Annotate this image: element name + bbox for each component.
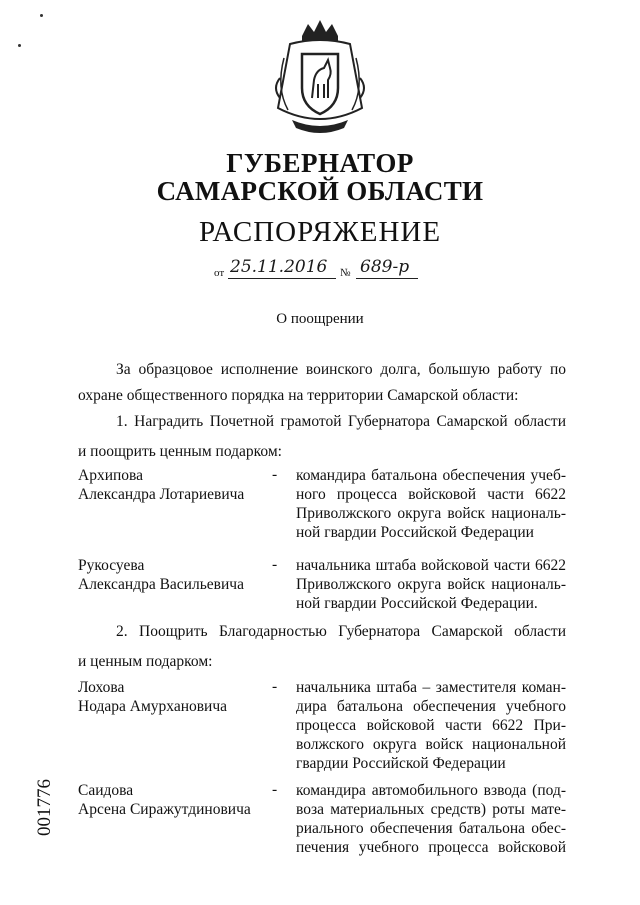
entry-description [296, 678, 566, 773]
section2-line2: и ценным подарком: [78, 653, 213, 670]
section1-line1: 1. Наградить Почетной грамотой Губернатора Самарской области [116, 413, 566, 430]
entry-surname: Архипова [78, 467, 144, 484]
number-underline [356, 278, 418, 279]
intro-line2: охране общественного порядка на территории Самарской области: [78, 387, 519, 404]
coat-of-arms-icon [270, 18, 370, 138]
desc-line: воза материальных средств) роты мате- [296, 801, 566, 818]
desc-line: начальника штаба войсковой части 6622 [296, 557, 566, 574]
intro-line1: За образцовое исполнение воинского долга, большую работу по [116, 361, 566, 378]
stamp-number [28, 768, 58, 838]
desc-line: процесса войсковой части 6622 При- [296, 717, 566, 734]
entry-dash: - [272, 781, 278, 798]
entry-dash: - [272, 678, 278, 695]
scan-dot [40, 14, 43, 17]
desc-line: начальника штаба – заместителя коман- [296, 679, 566, 696]
entry-given-name: Арсена Сиражутдиновича [78, 801, 251, 818]
section2-line1: 2. Поощрить Благодарностью Губернатора Самарской области [116, 623, 566, 640]
section1-line2: и поощрить ценным подарком: [78, 443, 282, 460]
entry-surname: Рукосуева [78, 557, 145, 574]
desc-line: Приволжского округа войск националь- [296, 505, 566, 522]
scan-dot [18, 44, 21, 47]
date-underline [228, 278, 336, 279]
entry-surname: Саидова [78, 782, 134, 799]
date-value: 25.11.2016 [230, 257, 328, 277]
date-number-line [210, 258, 430, 284]
entry-given-name: Нодара Амурхановича [78, 698, 228, 715]
entry-description [296, 556, 566, 613]
desc-line: гвардии Российской Федерации [296, 755, 506, 772]
entry-description [296, 781, 566, 857]
number-value: 689-р [360, 257, 410, 277]
entry-given-name: Александра Васильевича [78, 576, 244, 593]
number-prefix: № [340, 267, 351, 279]
entry-dash: - [272, 466, 278, 483]
date-prefix: от [214, 267, 225, 279]
desc-line: ного процесса войсковой части 6622 [296, 486, 566, 503]
entry-surname: Лохова [78, 679, 125, 696]
desc-line: печения учебного процесса войсковой [296, 839, 566, 856]
desc-line: Приволжского округа войск националь- [296, 576, 566, 593]
entry-given-name: Александра Лотариевича [78, 486, 245, 503]
governor-title-line2: САМАРСКОЙ ОБЛАСТИ [156, 176, 484, 206]
desc-line: волжского округа войск национальной [296, 736, 566, 753]
subject: О поощрении [276, 311, 364, 327]
desc-line: дира батальона обеспечения учебного [296, 698, 566, 715]
desc-line: ной гвардии Российской Федерации [296, 524, 534, 541]
desc-line: командира автомобильного взвода (под- [296, 782, 566, 799]
document-type: РАСПОРЯЖЕНИЕ [198, 216, 442, 248]
desc-line: ной гвардии Российской Федерации. [296, 595, 538, 612]
desc-line: риального обеспечения батальона обес- [296, 820, 566, 837]
entry-description [296, 466, 566, 542]
governor-title-line1: ГУБЕРНАТОР [226, 148, 414, 178]
stamp-number-text: 001776 [34, 779, 55, 836]
desc-line: командира батальона обеспечения учеб- [296, 467, 566, 484]
entry-dash: - [272, 556, 278, 573]
